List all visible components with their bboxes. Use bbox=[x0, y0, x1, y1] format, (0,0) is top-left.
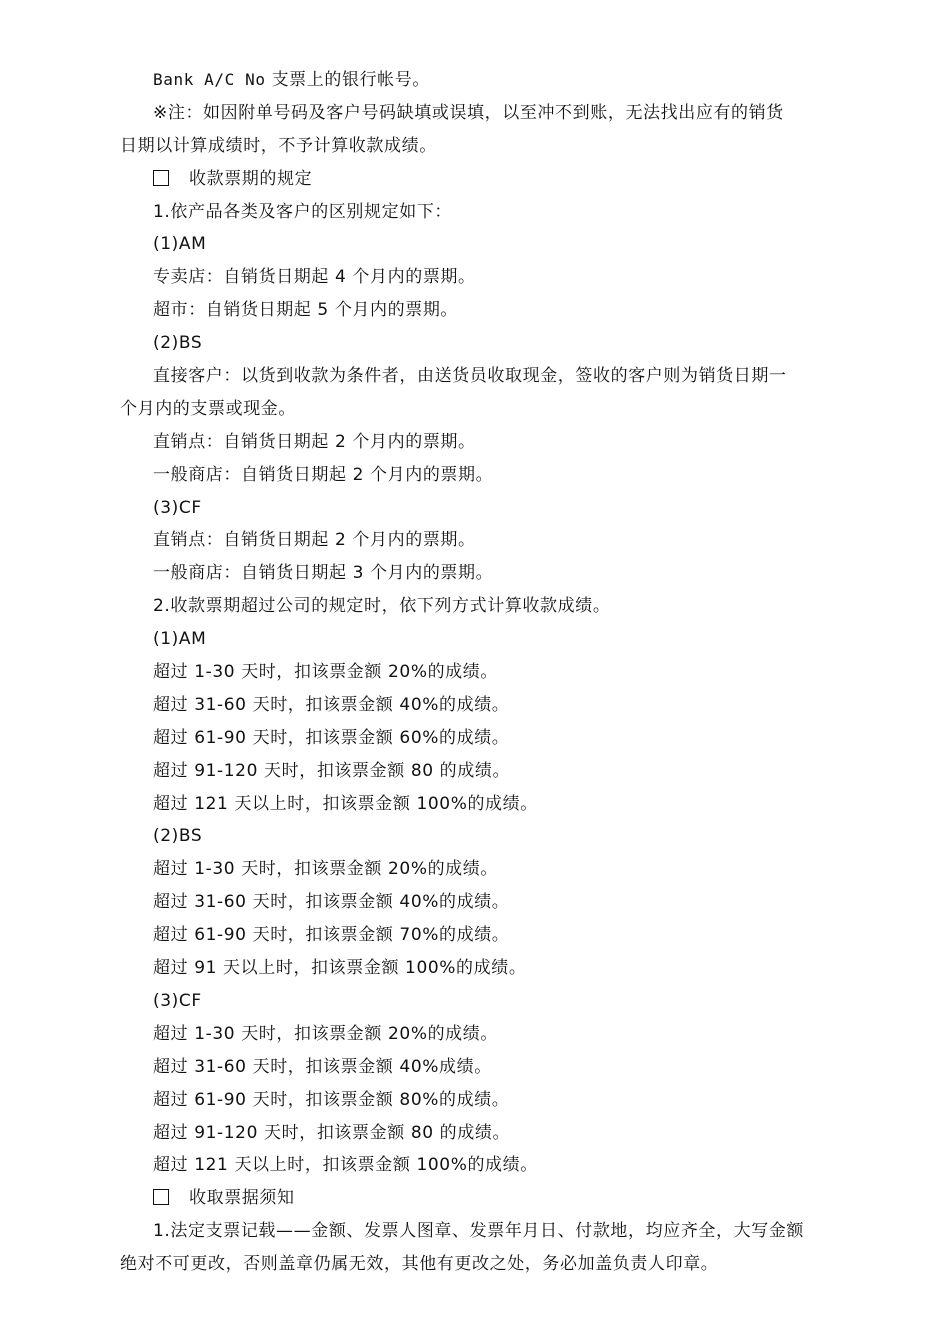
document-body bbox=[120, 64, 840, 1281]
checkbox-square-icon bbox=[153, 1189, 169, 1205]
section-heading-payment-terms bbox=[120, 163, 840, 196]
list-item: 超过 1-30 天时，扣该票金额 20%的成绩。 bbox=[153, 859, 498, 880]
rule-1-title: 1.依产品各类及客户的区别规定如下： bbox=[153, 201, 453, 222]
section-heading-notice bbox=[120, 1182, 840, 1215]
list-item: 超过 61-90 天时，扣该票金额 60%的成绩。 bbox=[153, 727, 510, 748]
section-title: 收取票据须知 bbox=[189, 1188, 295, 1209]
list-item: 超过 91-120 天时，扣该票金额 80 的成绩。 bbox=[153, 1122, 511, 1143]
rule-2-title: 2.收款票期超过公司的规定时，依下列方式计算收款成绩。 bbox=[153, 596, 611, 617]
cf-general-term: 一般商店：自销货日期起 3 个月内的票期。 bbox=[153, 563, 494, 584]
bs-direct-line-1: 直接客户：以货到收款为条件者，由送货员收取现金，签收的客户则为销货日期一 bbox=[153, 366, 787, 387]
section-title: 收款票期的规定 bbox=[189, 168, 313, 189]
notice-1-line-2: 绝对不可更改，否则盖章仍属无效，其他有更改之处，务必加盖负责人印章。 bbox=[120, 1254, 719, 1275]
cf-label: (3)CF bbox=[153, 497, 202, 518]
notice-1-line-1: 1.法定支票记载——金额、发票人图章、发票年月日、付款地，均应齐全，大写金额 bbox=[153, 1221, 805, 1242]
bs-general-term: 一般商店：自销货日期起 2 个月内的票期。 bbox=[153, 464, 494, 485]
list-item: 超过 31-60 天时，扣该票金额 40%的成绩。 bbox=[153, 892, 510, 913]
bs-outlet-term: 直销点：自销货日期起 2 个月内的票期。 bbox=[153, 431, 476, 452]
list-item: 超过 61-90 天时，扣该票金额 70%的成绩。 bbox=[153, 925, 510, 946]
am-label: (1)AM bbox=[153, 234, 207, 255]
list-item: 超过 61-90 天时，扣该票金额 80%的成绩。 bbox=[153, 1089, 510, 1110]
checkbox-square-icon bbox=[153, 170, 169, 186]
list-item: 超过 91-120 天时，扣该票金额 80 的成绩。 bbox=[153, 760, 511, 781]
cf2-label: (3)CF bbox=[153, 990, 202, 1011]
cf-outlet-term: 直销点：自销货日期起 2 个月内的票期。 bbox=[153, 530, 476, 551]
list-item: 超过 91 天以上时，扣该票金额 100%的成绩。 bbox=[153, 958, 527, 979]
list-item: 超过 1-30 天时，扣该票金额 20%的成绩。 bbox=[153, 1023, 498, 1044]
list-item: 超过 31-60 天时，扣该票金额 40%成绩。 bbox=[153, 1056, 492, 1077]
note-line-1: ※注：如因附单号码及客户号码缺填或误填，以至冲不到账，无法找出应有的销货 bbox=[153, 102, 784, 123]
am-market-term: 超市：自销货日期起 5 个月内的票期。 bbox=[153, 300, 459, 321]
list-item: 超过 31-60 天时，扣该票金额 40%的成绩。 bbox=[153, 694, 510, 715]
bank-account-line bbox=[120, 64, 840, 97]
bs2-label: (2)BS bbox=[153, 826, 203, 847]
list-item: 超过 1-30 天时，扣该票金额 20%的成绩。 bbox=[153, 662, 498, 683]
bank-account-label: Bank A/C No bbox=[153, 70, 266, 89]
list-item: 超过 121 天以上时，扣该票金额 100%的成绩。 bbox=[153, 1155, 538, 1176]
bs-label: (2)BS bbox=[153, 333, 203, 354]
am-store-term: 专卖店：自销货日期起 4 个月内的票期。 bbox=[153, 267, 476, 288]
list-item: 超过 121 天以上时，扣该票金额 100%的成绩。 bbox=[153, 793, 538, 814]
am2-label: (1)AM bbox=[153, 629, 207, 650]
note-line-2: 日期以计算成绩时，不予计算收款成绩。 bbox=[120, 135, 437, 156]
bs-direct-line-2: 个月内的支票或现金。 bbox=[120, 398, 296, 419]
bank-account-text: 支票上的银行帐号。 bbox=[271, 70, 430, 90]
